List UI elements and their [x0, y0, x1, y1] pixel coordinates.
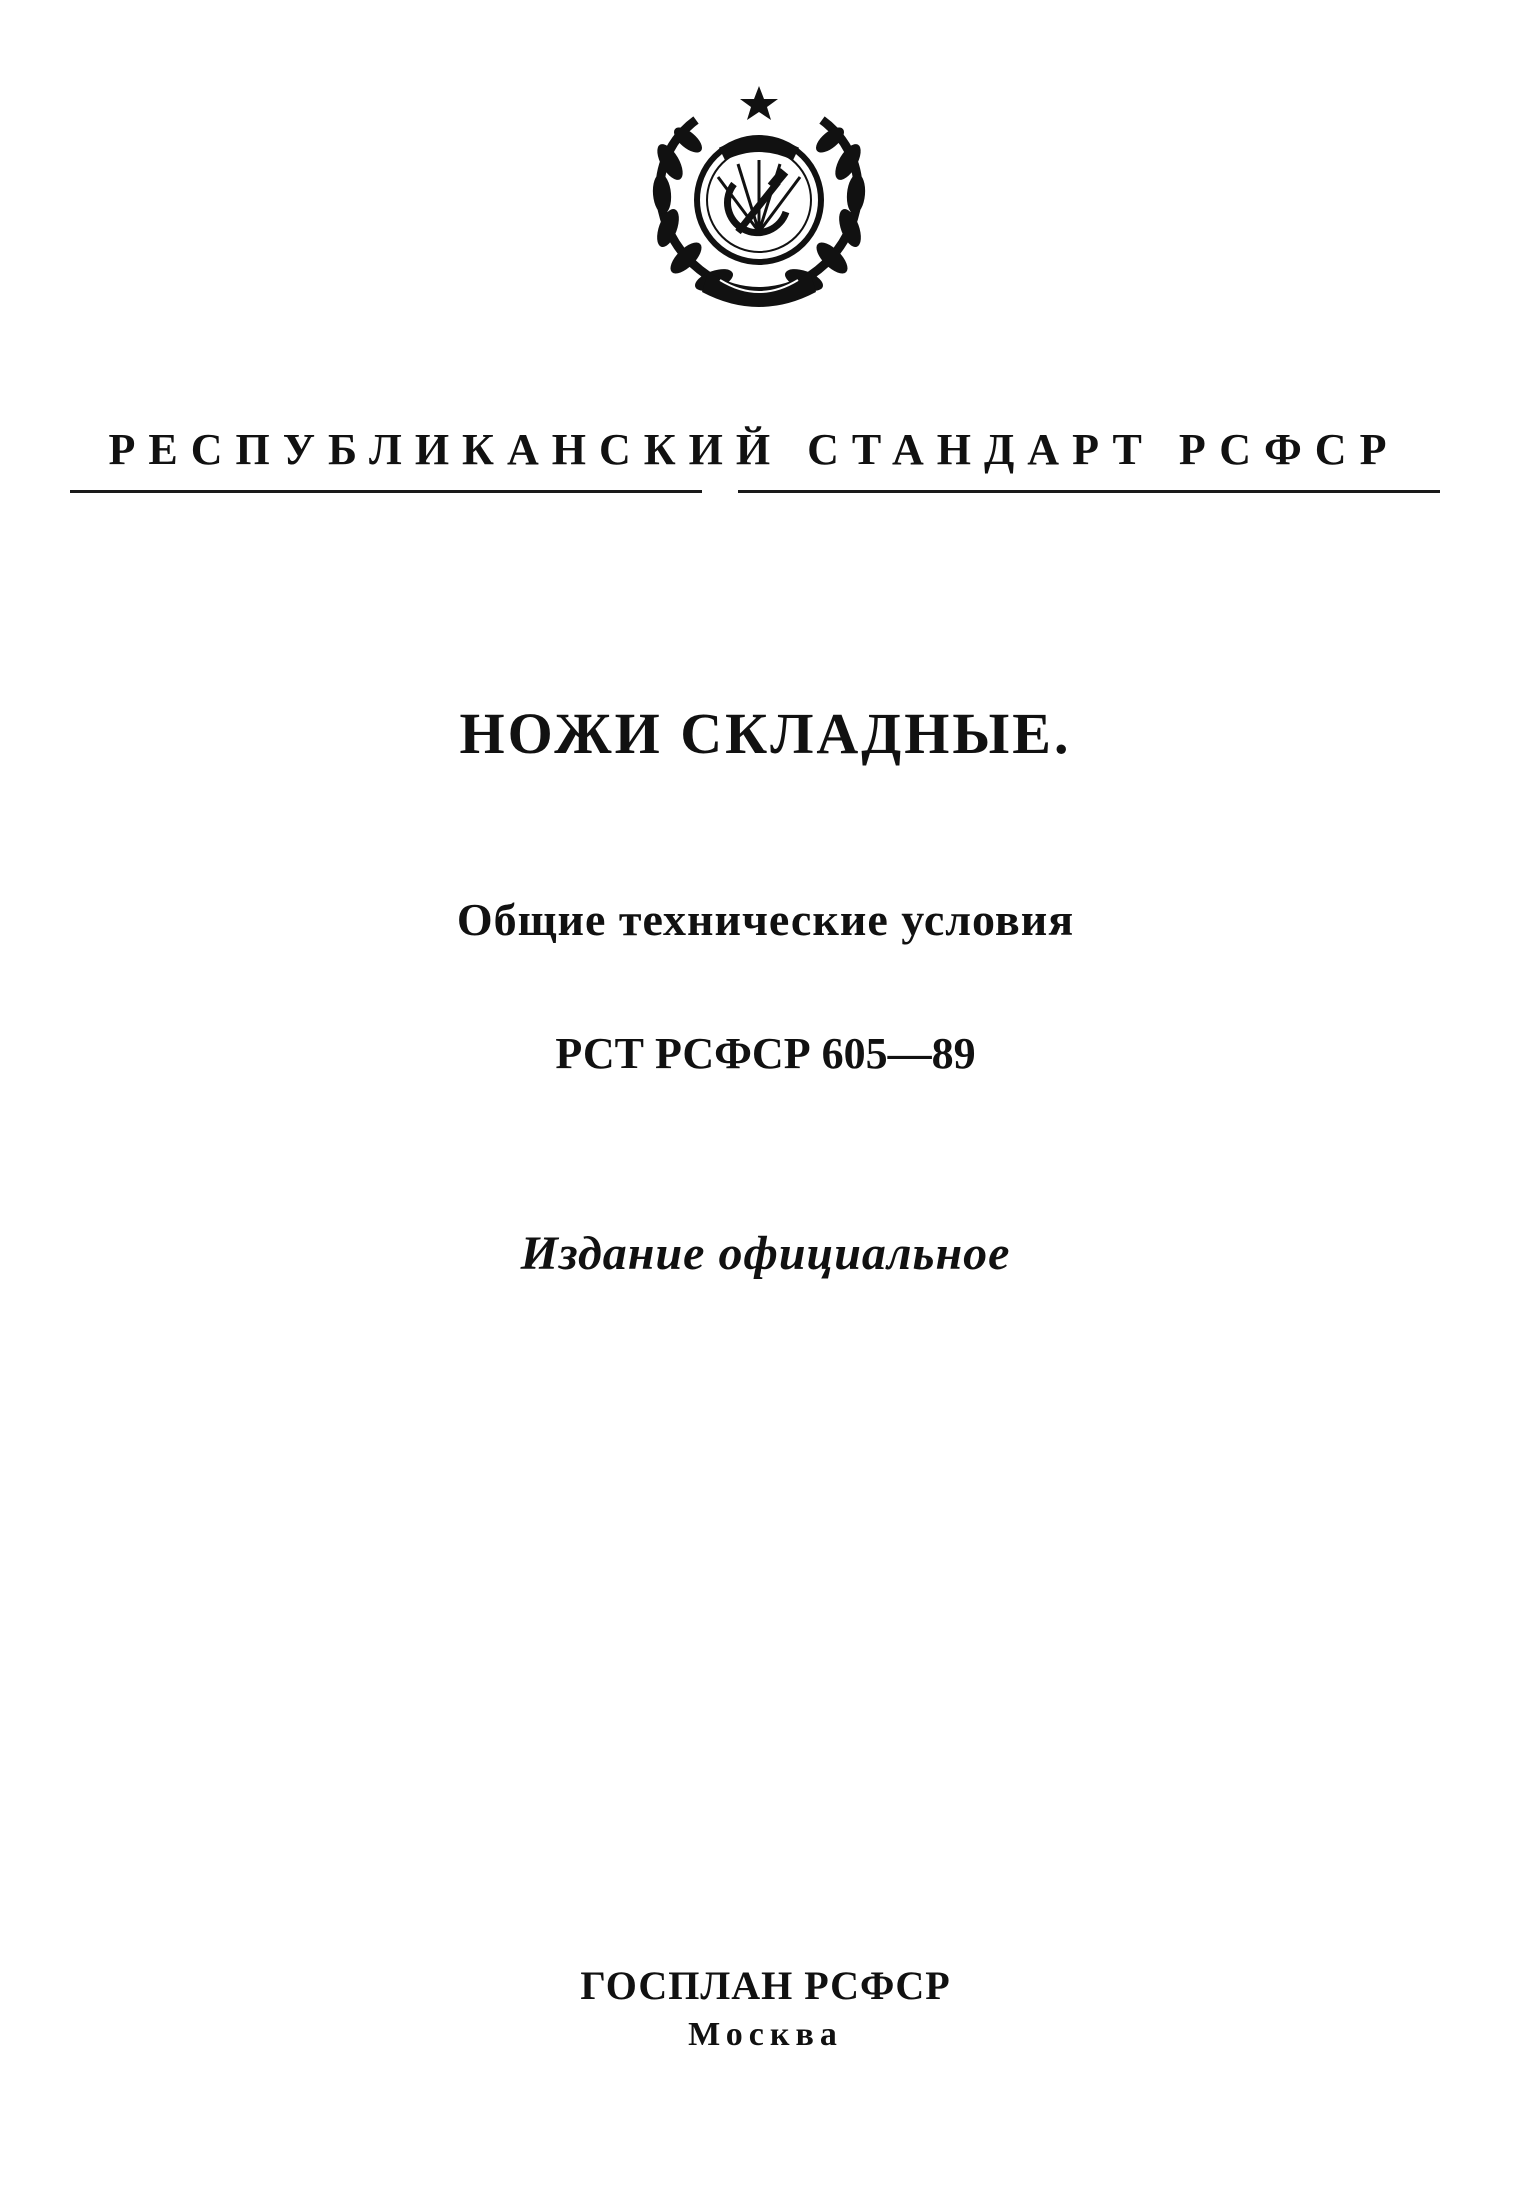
rsfsr-coat-of-arms-icon [648, 82, 870, 322]
publisher-city: Москва [688, 2016, 843, 2053]
header-rule-right [738, 490, 1440, 493]
document-subtitle: Общие технические условия [456, 894, 1075, 945]
header-line: РЕСПУБЛИКАНСКИЙ СТАНДАРТ РСФСР [108, 425, 1400, 474]
document-code: РСТ РСФСР 605—89 [555, 1029, 976, 1078]
document-title: НОЖИ СКЛАДНЫЕ. [459, 701, 1072, 766]
edition-note: Издание официальное [520, 1227, 1011, 1280]
publisher-name: ГОСПЛАН РСФСР [580, 1963, 951, 2008]
header-rule-left [70, 490, 702, 493]
